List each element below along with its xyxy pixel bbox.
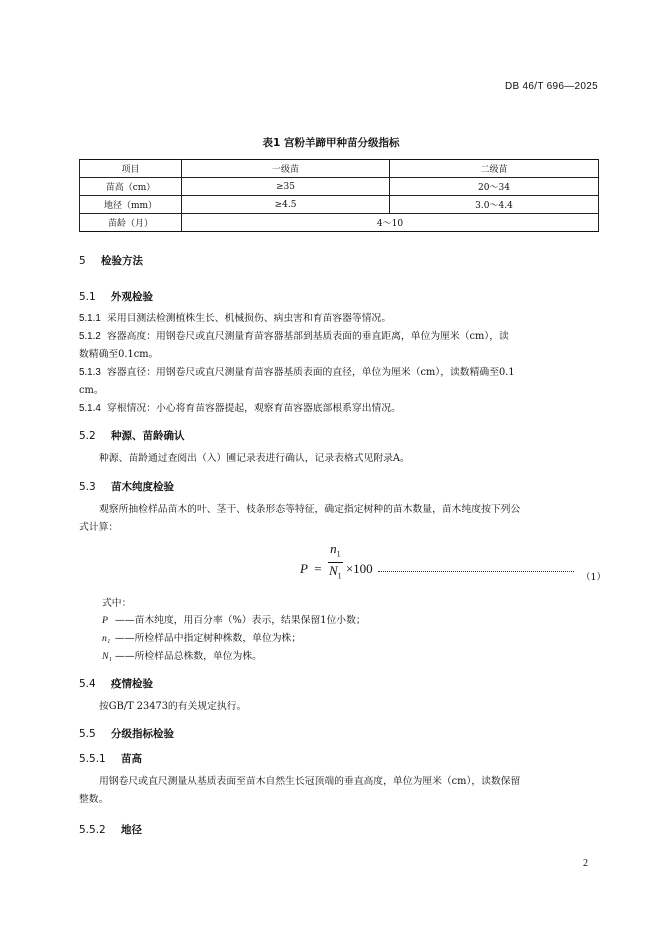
- clause-5-1-1: [79, 310, 598, 328]
- variable-symbol: n₁: [102, 633, 111, 644]
- table-row: [80, 178, 599, 196]
- variable-definitions: [102, 612, 598, 666]
- table-row: [80, 196, 599, 214]
- section-title: 地径: [121, 824, 142, 836]
- header-cell: 一级苗: [182, 160, 390, 178]
- paragraph-line: 用钢卷尺或直尺测量从基质表面至苗木自然生长冠顶端的垂直高度，单位为厘米（cm），读数保留: [99, 776, 521, 787]
- clause-5-1-3: [79, 364, 598, 400]
- formula-lhs: P: [300, 561, 308, 577]
- clause-number: 5.1.2: [79, 331, 101, 342]
- section-5-5-1-heading: [79, 751, 142, 766]
- document-code-header: DB 46/T 696—2025: [504, 81, 598, 92]
- clause-text: 采用目测法检测植株生长、机械损伤、病虫害和育苗容器等情况。: [107, 313, 392, 324]
- section-number: 5.3: [79, 481, 96, 493]
- section-5-4-text: 按GB/T 23473的有关规定执行。: [99, 701, 247, 712]
- clause-number: 5.1.1: [79, 313, 101, 324]
- paragraph-line: 式计算：: [79, 522, 119, 533]
- variable-description: ——所检样品中指定树种株数，单位为株；: [115, 633, 302, 644]
- section-5-heading: [79, 253, 143, 268]
- equation-number: （1）: [581, 572, 607, 583]
- section-number: 5.5.2: [79, 824, 106, 836]
- equation-leader-dots: [378, 571, 574, 572]
- clause-text: 容器直径：用钢卷尺或直尺测量育苗容器基质表面的直径，单位为厘米（cm），读数精确至0.1: [107, 367, 515, 378]
- clause-text-cont: 数精确至0.1cm。: [79, 349, 159, 360]
- table-cell: 苗高（cm）: [80, 178, 182, 196]
- purity-formula: P = $\frac{n_1}{N_1}$ ×100: [300, 549, 373, 591]
- header-cell: 二级苗: [390, 160, 599, 178]
- page-number: 2: [583, 858, 588, 869]
- section-title: 外观检验: [111, 291, 153, 303]
- section-number: 5.2: [79, 430, 96, 442]
- formula-multiplier: ×100: [345, 561, 373, 577]
- clause-5-1-4: [79, 400, 598, 418]
- section-title: 苗木纯度检验: [111, 481, 174, 493]
- formula-subscript: 1: [336, 549, 341, 559]
- formula-numerator: n: [330, 541, 337, 556]
- paragraph-line: 整数。: [79, 794, 109, 805]
- grading-table: [79, 159, 599, 232]
- clause-number: 5.1.4: [79, 403, 101, 414]
- section-title: 分级指标检验: [111, 728, 174, 740]
- formula-where: 式中：: [102, 598, 132, 609]
- section-5-2-heading: [79, 428, 185, 443]
- table-cell: 地径（mm）: [80, 196, 182, 214]
- section-5-5-2-heading: [79, 822, 142, 837]
- formula-fraction: [328, 541, 343, 583]
- variable-definition: [102, 630, 598, 648]
- clause-text: 穿根情况：小心将育苗容器提起，观察育苗容器底部根系穿出情况。: [107, 403, 401, 414]
- clause-5-1-2: [79, 328, 598, 364]
- formula-denominator: N: [328, 562, 338, 578]
- clause-text: 容器高度：用钢卷尺或直尺测量育苗容器基部到基质表面的垂直距离，单位为厘米（cm），读: [107, 331, 509, 342]
- section-5-1-heading: [79, 289, 153, 304]
- variable-description: ——所检样品总株数，单位为株。: [115, 651, 262, 662]
- table-cell: 3.0～4.4: [390, 196, 599, 214]
- table-cell: ≥4.5: [182, 196, 390, 214]
- table-row: [80, 214, 599, 232]
- table-cell: 20～34: [390, 178, 599, 196]
- paragraph-line: 观察所抽检样品苗木的叶、茎干、枝条形态等特征，确定指定树种的苗木数量，苗木纯度按下列公: [99, 504, 521, 515]
- section-5-4-heading: [79, 676, 153, 691]
- variable-symbol: P: [102, 615, 108, 626]
- formula-subscript: 1: [337, 571, 342, 581]
- section-title: 疫情检验: [111, 678, 153, 690]
- clause-number: 5.1.3: [79, 367, 101, 378]
- section-number: 5.1: [79, 291, 96, 303]
- table-cell: 苗龄（月）: [80, 214, 182, 232]
- section-5-3-text: [79, 501, 598, 537]
- section-number: 5.5: [79, 728, 96, 740]
- section-5-3-heading: [79, 479, 174, 494]
- section-number: 5.4: [79, 678, 96, 690]
- table-header-row: [80, 160, 599, 178]
- clause-text-cont: cm。: [79, 385, 104, 396]
- section-number: 5: [79, 255, 86, 267]
- variable-description: ——苗木纯度，用百分率（%）表示，结果保留1位小数；: [115, 615, 366, 626]
- variable-symbol: N₁: [102, 651, 112, 662]
- section-5-2-text: 种源、苗龄通过查阅出（入）圃记录表进行确认，记录表格式见附录A。: [99, 453, 410, 464]
- section-number: 5.5.1: [79, 753, 106, 765]
- table-cell: 4～10: [182, 214, 599, 232]
- variable-definition: [102, 648, 598, 666]
- section-title: 苗高: [121, 753, 142, 765]
- table-caption: 表1 宫粉羊蹄甲种苗分级指标: [262, 137, 400, 149]
- header-cell: 项目: [80, 160, 182, 178]
- table-cell: ≥35: [182, 178, 390, 196]
- section-5-5-heading: [79, 726, 174, 741]
- section-5-5-1-text: [79, 773, 598, 809]
- section-title: 种源、苗龄确认: [111, 430, 185, 442]
- section-title: 检验方法: [101, 255, 143, 267]
- variable-definition: [102, 612, 598, 630]
